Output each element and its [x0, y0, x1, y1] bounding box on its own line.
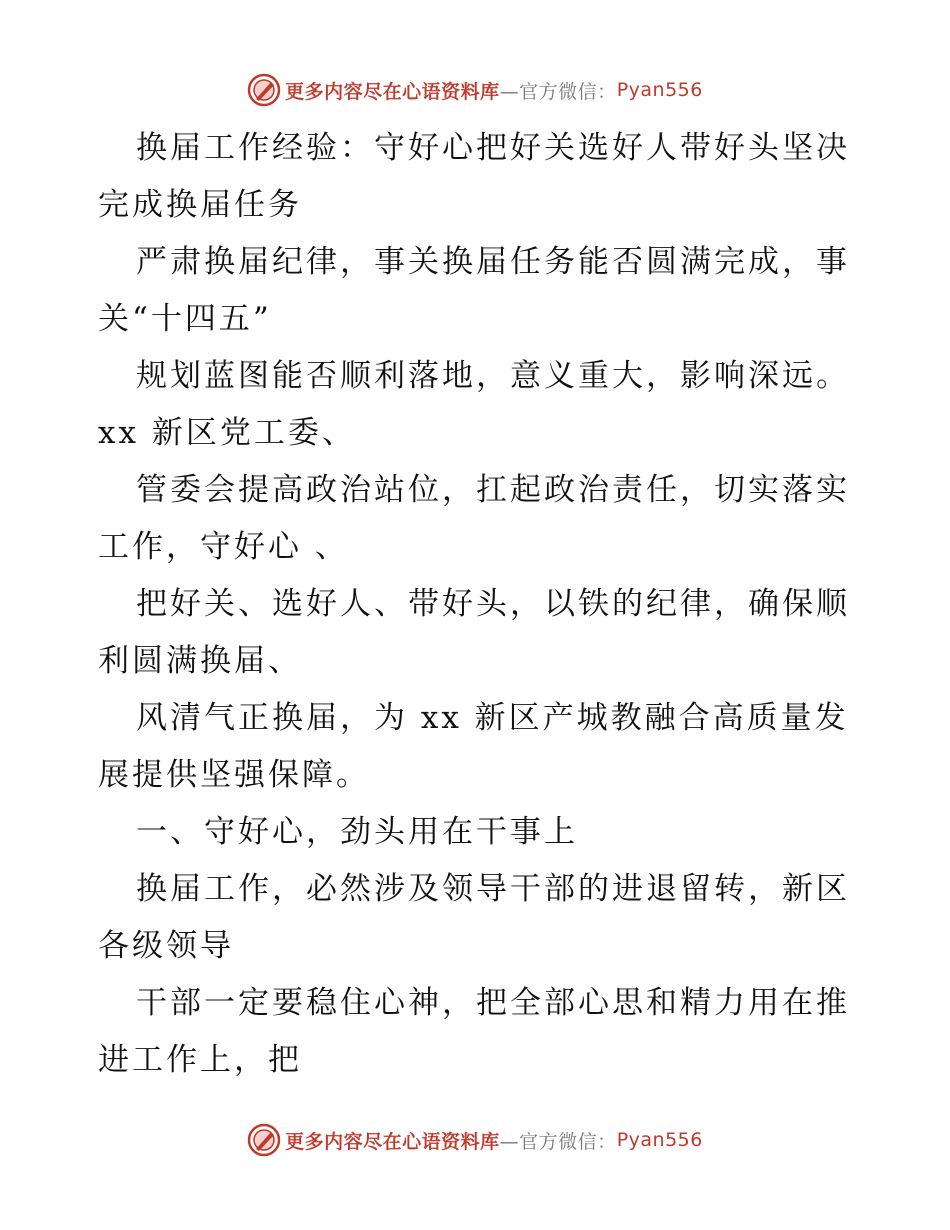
seal-logo-icon — [247, 1123, 281, 1157]
watermark-handle: Pyan556 — [616, 79, 703, 101]
watermark-rest: —官方微信： — [499, 1130, 617, 1153]
document-paragraph: 换届工作，必然涉及领导干部的进退留转，新区各级领导 — [98, 871, 850, 964]
watermark-lead: 更多内容尽在心语资料库 — [285, 1130, 500, 1153]
document-paragraph: 把好关、选好人、带好头，以铁的纪律，确保顺利圆满换届、 — [98, 586, 850, 679]
watermark-lead: 更多内容尽在心语资料库 — [285, 80, 500, 103]
footer-watermark — [0, 1120, 950, 1160]
document-body — [98, 120, 858, 1089]
section-heading: 一、守好心，劲头用在干事上 — [136, 814, 578, 850]
document-paragraph: 规划蓝图能否顺利落地，意义重大，影响深远。xx 新区党工委、 — [98, 358, 850, 451]
document-paragraph: 严肃换届纪律，事关换届任务能否圆满完成，事关“十四五” — [98, 244, 850, 337]
document-paragraph: 干部一定要稳住心神，把全部心思和精力用在推进工作上，把 — [98, 985, 850, 1078]
seal-logo-icon — [247, 73, 281, 107]
watermark-handle: Pyan556 — [616, 1129, 703, 1151]
document-paragraph: 风清气正换届，为 xx 新区产城教融合高质量发展提供坚强保障。 — [98, 700, 849, 793]
document-paragraph: 管委会提高政治站位，扛起政治责任，切实落实工作，守好心 、 — [98, 472, 850, 565]
document-paragraph: 换届工作经验：守好心把好关选好人带好头坚决完成换届任务 — [98, 130, 850, 223]
header-watermark — [0, 70, 950, 110]
watermark-rest: —官方微信： — [499, 80, 617, 103]
